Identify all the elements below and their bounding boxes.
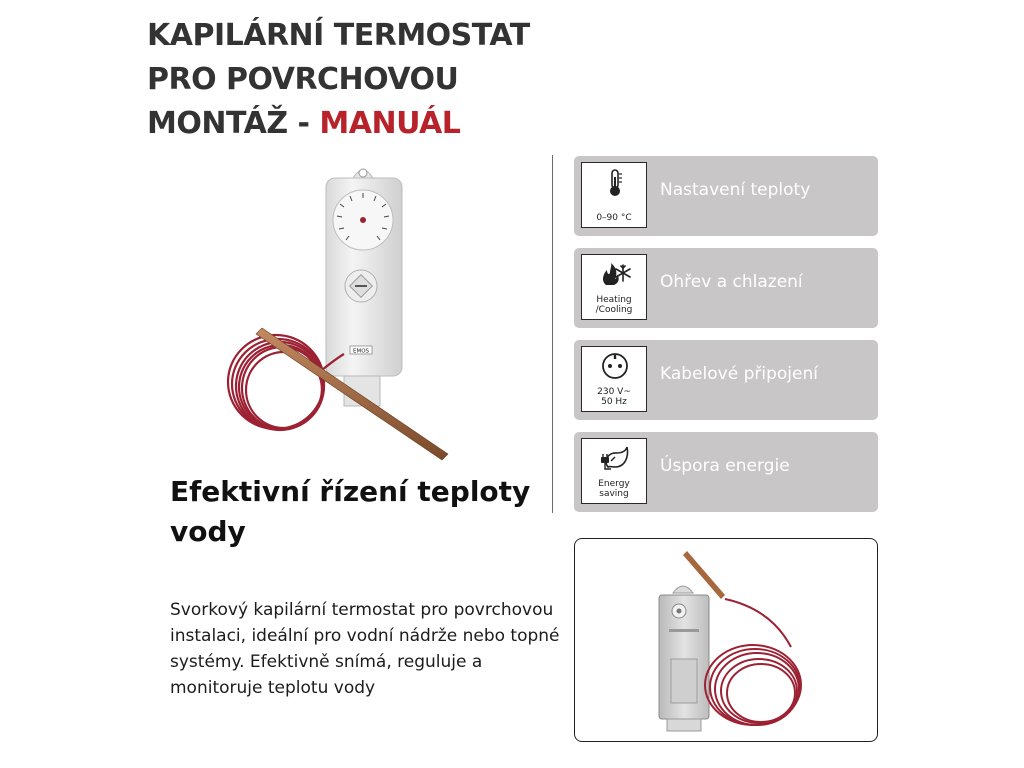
divider <box>552 155 553 513</box>
feature-label: Kabelové připojení <box>660 364 818 384</box>
feature-icon-caption: Energy saving <box>598 479 630 499</box>
title-accent: MANUÁL <box>319 106 461 141</box>
feature-icon-caption: 230 V~ 50 Hz <box>597 387 631 407</box>
thermostat-back-illustration <box>575 539 879 743</box>
product-image <box>222 158 462 462</box>
feature-icon-box <box>581 346 647 412</box>
title-line-3-prefix: MONTÁŽ - <box>147 106 320 141</box>
feature-icon-caption: Heating /Cooling <box>595 295 633 315</box>
feature-item-temperature <box>574 156 878 236</box>
feature-icon-box <box>581 254 647 320</box>
thermostat-illustration <box>222 158 462 462</box>
feature-icon-box <box>581 162 647 228</box>
feature-label: Úspora energie <box>660 456 790 476</box>
brand-label: EMOS <box>352 348 370 355</box>
heating-cooling-icon <box>599 259 631 291</box>
feature-item-heating-cooling <box>574 248 878 328</box>
feature-item-cable-connection <box>574 340 878 420</box>
thermometer-icon <box>599 167 631 199</box>
feature-icon-caption: 0–90 °C <box>596 213 632 223</box>
power-socket-icon <box>599 351 631 383</box>
feature-item-energy-saving <box>574 432 878 512</box>
title-line-2: PRO POVRCHOVOU <box>147 62 459 97</box>
product-subtitle: Efektivní řízení teploty vody <box>170 475 531 548</box>
title-line-1: KAPILÁRNÍ TERMOSTAT <box>147 18 530 53</box>
product-back-image <box>574 538 878 742</box>
product-description: Svorkový kapilární termostat pro povrchovou instalaci, ideální pro vodní nádrže nebo topné systémy. Efektivně snímá, reguluje a monitoruje teplotu vody <box>170 600 560 698</box>
feature-icon-box <box>581 438 647 504</box>
title-line-3 <box>147 102 530 146</box>
page-title <box>147 14 530 146</box>
energy-saving-icon <box>599 443 631 475</box>
feature-label: Ohřev a chlazení <box>660 272 803 292</box>
feature-label: Nastavení teploty <box>660 180 811 200</box>
